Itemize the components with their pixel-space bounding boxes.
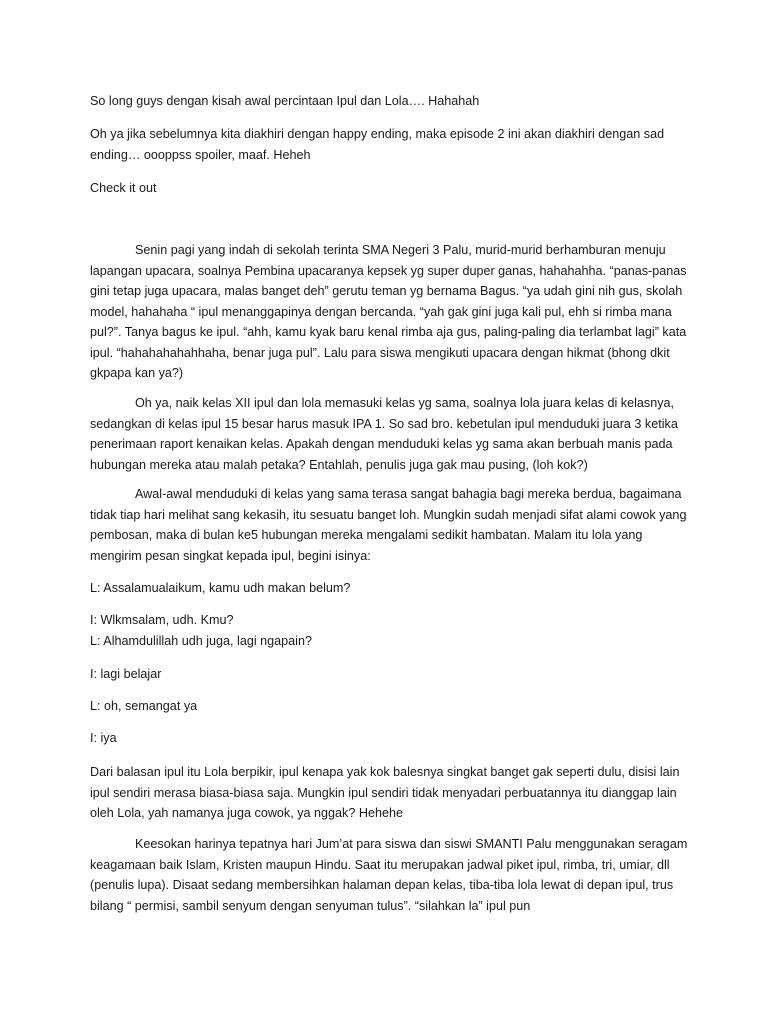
intro-line-2: Oh ya jika sebelumnya kita diakhiri dengan happy ending, maka episode 2 ini akan diakhiri dengan sad ending… oooppss spoiler, maaf. Heheh xyxy=(90,127,665,162)
intro-line-3: Check it out xyxy=(90,181,157,195)
dialogue-line-ipul-2: I: lagi belajar xyxy=(90,667,162,681)
dialogue-block xyxy=(90,610,690,651)
dialogue-line-ipul-3: I: iya xyxy=(90,731,117,745)
dialogue-line-lola-2: L: Alhamdulillah udh juga, lagi ngapain? xyxy=(90,633,312,648)
dialogue-line-ipul-1: I: Wlkmsalam, udh. Kmu? xyxy=(90,613,234,627)
dialogue-line-lola-3: L: oh, semangat ya xyxy=(90,699,198,713)
paragraph-4: Dari balasan ipul itu Lola berpikir, ipul kenapa yak kok balesnya singkat banget gak seperti dulu, disisi lain ipul sendiri merasa biasa-biasa saja. Mungkin ipul sendiri tidak menyadari perbuatannya itu dianggap lain oleh Lola, yah namanya juga cowok, ya nggak? Hehehe xyxy=(90,765,680,820)
paragraph-2: Oh ya, naik kelas XII ipul dan lola memasuki kelas yg sama, soalnya lola juara kelas di kelasnya, sedangkan di kelas ipul 15 besar harus masuk IPA 1. So sad bro. kebetulan ipul menduduki juara 3 ketika penerimaan raport kenaikan kelas. Apakah dengan menduduki kelas yg sama akan berbuah manis pada hubungan mereka atau malah petaka? Entahlah, penulis juga gak mau pusing, (loh kok?) xyxy=(90,396,678,472)
paragraph-3: Awal-awal menduduki di kelas yang sama terasa sangat bahagia bagi mereka berdua, bagaimana tidak tiap hari melihat sang kekasih, itu sesuatu banget loh. Mungkin sudah menjadi sifat alami cowok yang pembosan, maka di bulan ke5 hubungan mereka mengalami sedikit hambatan. Malam itu lola yang mengirim pesan singkat kepada ipul, begini isinya: xyxy=(90,487,687,563)
paragraph-5: Keesokan harinya tepatnya hari Jum’at para siswa dan siswi SMANTI Palu menggunakan seragam keagamaan baik Islam, Kristen maupun Hindu. Saat itu merupakan jadwal piket ipul, rimba, tri, umiar, dll (penulis lupa). Disaat sedang membersihkan halaman depan kelas, tiba-tiba lola lewat di depan ipul, trus bilang “ permisi, sambil senyum dengan senyuman tulus”. “silahkan la” ipul pun xyxy=(90,837,688,913)
intro-line-1: So long guys dengan kisah awal percintaan Ipul dan Lola…. Hahahah xyxy=(90,94,480,108)
dialogue-line-lola-1: L: Assalamualaikum, kamu udh makan belum? xyxy=(90,581,351,595)
paragraph-1: Senin pagi yang indah di sekolah terinta SMA Negeri 3 Palu, murid-murid berhamburan menuju lapangan upacara, soalnya Pembina upacaranya kepsek yg super duper ganas, hahahahha. “panas-panas gini tetap juga upacara, malas banget deh” gerutu teman yg bernama Bagus. “ya udah gini nih gus, skolah model, hahahaha “ ipul menanggapinya dengan bercanda. “yah gak gini juga kali pul, ehh si rimba mana pul?”. Tanya bagus ke ipul. “ahh, kamu kyak baru kenal rimba aja gus, paling-paling dia terlambat lagi” kata ipul. “hahahahahahhaha, benar juga pul”. Lalu para siswa mengikuti upacara dengan hikmat (bhong dkit gkpapa kan ya?) xyxy=(90,243,687,380)
